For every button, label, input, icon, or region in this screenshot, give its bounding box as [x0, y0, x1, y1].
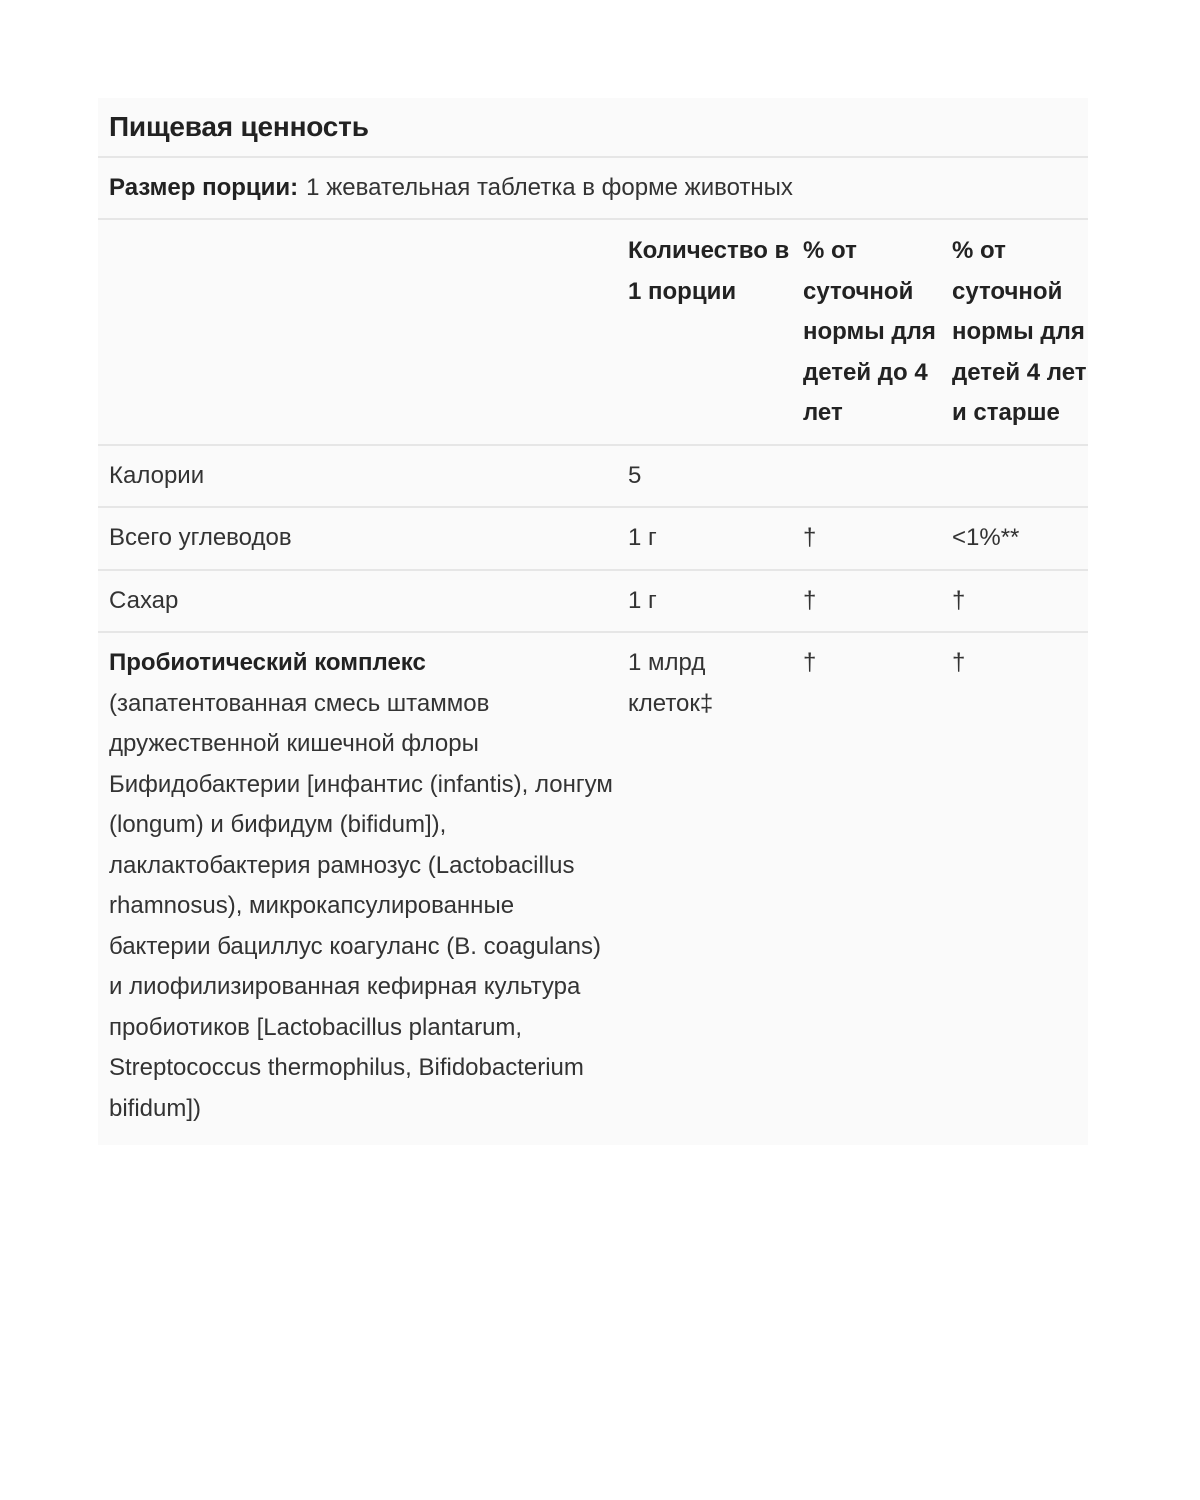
amount-cell: 1 г: [617, 570, 792, 633]
table-row: [98, 507, 1088, 570]
column-header-dv-under-4: % от суточной нормы для детей до 4 лет: [792, 220, 941, 445]
dv-under-4-cell: †: [803, 649, 817, 676]
serving-size-row: [98, 158, 1088, 220]
amount-cell: 1 млрд клеток‡: [628, 649, 714, 717]
table-row: [98, 632, 1088, 1145]
nutrition-table: [98, 220, 1088, 1145]
serving-size-value: 1 жевательная таблетка в форме животных: [306, 174, 793, 201]
probiotic-complex-cell: [98, 632, 617, 1145]
nutrient-name-bold: Пробиотический комплекс: [109, 649, 426, 676]
dv-under-4-cell: †: [792, 507, 941, 570]
amount-cell: 1 г: [617, 507, 792, 570]
nutrient-description: (запатентованная смесь штаммов дружественной кишечной флоры Бифидобактерии [инфантис (infantis), лонгум (longum) и бифидум (bifidum]), лаклактобактерия рамнозус (Lactobacillus rhamnosus), микрокапсулированные бактерии бациллус коагуланс (B. coagulans) и лиофилизированная кефирная культура пробиотиков [Lactobacillus plantarum, Streptococcus thermophilus, Bifidobacterium bifidum]): [109, 689, 613, 1122]
column-header-dv-4-plus: % от суточной нормы для детей 4 лет и старше: [941, 220, 1088, 445]
amount-cell: 5: [617, 445, 792, 508]
table-row: [98, 445, 1088, 508]
nutrition-facts-panel: [98, 98, 1088, 1145]
dv-4-plus-cell: †: [941, 570, 1088, 633]
serving-size-label: Размер порции:: [109, 174, 299, 201]
dv-4-plus-cell: †: [952, 649, 966, 676]
dv-4-plus-cell: [941, 445, 1088, 508]
table-header-row: [98, 220, 1088, 445]
column-header-nutrient: [98, 220, 617, 445]
nutrient-name-cell: Сахар: [98, 570, 617, 633]
table-row: [98, 570, 1088, 633]
dv-under-4-cell: †: [792, 570, 941, 633]
dv-under-4-cell: [792, 445, 941, 508]
column-header-amount: Количество в 1 порции: [617, 220, 792, 445]
nutrient-name-cell: Калории: [98, 445, 617, 508]
title-row: [98, 98, 1088, 158]
nutrient-name-cell: Всего углеводов: [98, 507, 617, 570]
dv-4-plus-cell: <1%**: [941, 507, 1088, 570]
panel-title: Пищевая ценность: [109, 111, 369, 142]
